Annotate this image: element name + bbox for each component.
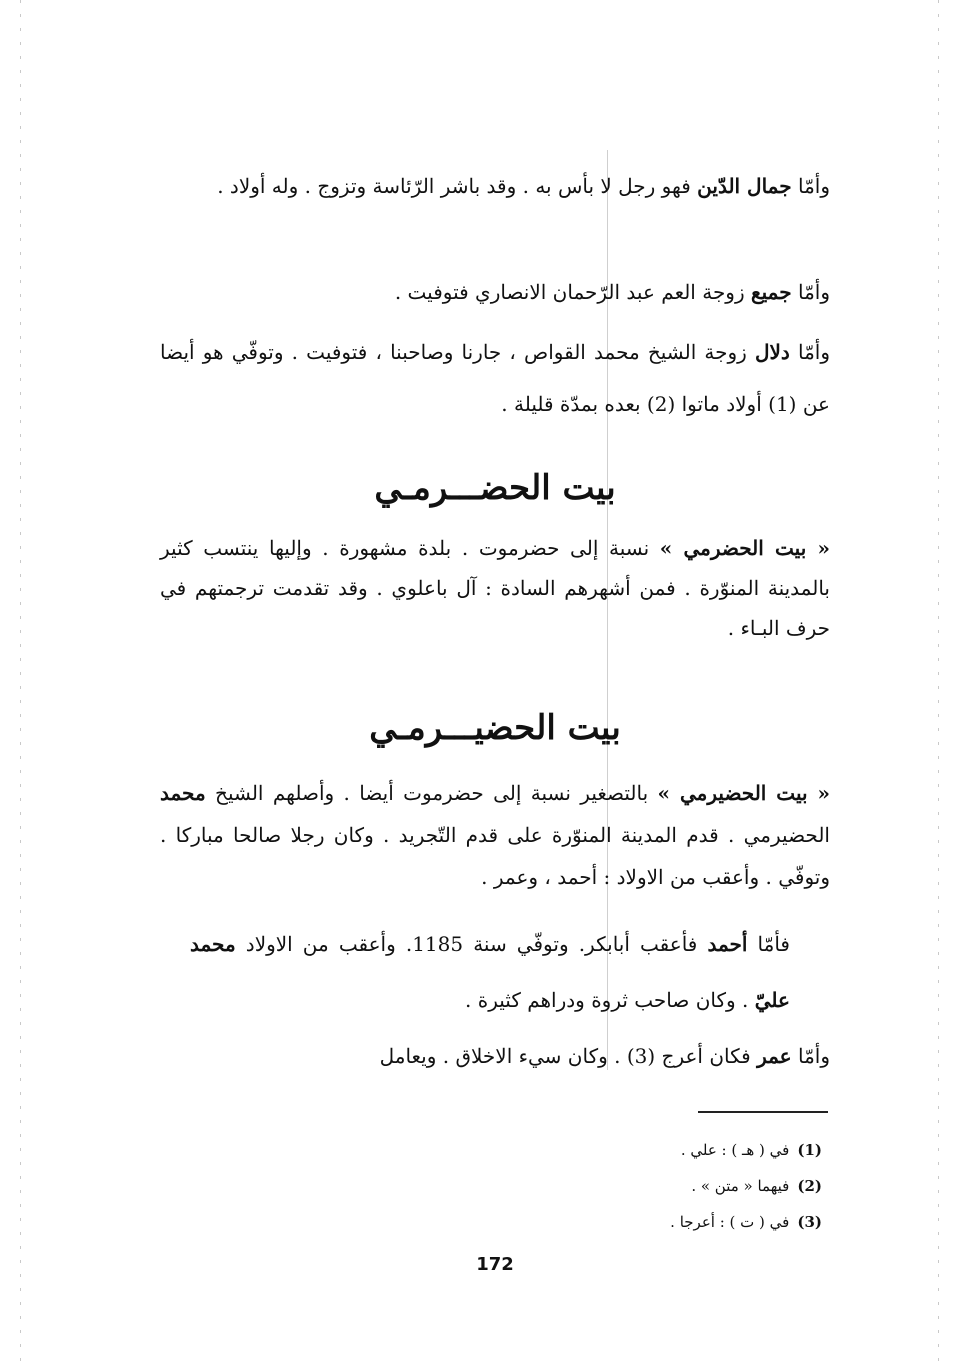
para-text: بالتصغير نسبة إلى حضرموت أيضا . وأصلهم الشيخ — [215, 781, 649, 805]
footnote-1 — [560, 1132, 822, 1168]
footnote-separator — [698, 1111, 828, 1113]
family-name: « بيت الحضرمي » — [659, 536, 831, 560]
scan-edge-right — [938, 0, 939, 1363]
paragraph-bayt-alhudayrami — [160, 772, 830, 898]
paragraph-umar — [160, 1030, 830, 1082]
para-lead: وأمّا — [797, 280, 830, 304]
paragraph-dalal — [160, 326, 830, 430]
para-text: فهو رجل لا بأس به . وقد باشر الرّئاسة وتزوج . وله أولاد . — [217, 174, 691, 198]
heading-bayt-alhudayrami: بيت الحضيـــرمـي — [369, 708, 621, 748]
family-name: « بيت الحضيرمي » — [657, 781, 830, 805]
para-lead: وأمّا — [797, 174, 830, 198]
paragraph-jami — [160, 266, 830, 318]
person-name: محمد — [160, 781, 206, 805]
para-lead: وأمّا — [797, 340, 831, 364]
footnote-2 — [560, 1168, 822, 1204]
para-lead: فأمّا — [757, 932, 790, 956]
para-lead: وأمّا — [797, 1044, 830, 1068]
para-text: فكان أعرج (3) . وكان سيء الاخلاق . ويعامل — [379, 1044, 751, 1068]
paragraph-jamal-aldin — [160, 160, 830, 212]
para-text: نسبة إلى حضرموت . بلدة مشهورة . وإليها ينتسب كثير بالمدينة المنوّرة . فمن أشهرهم السادة : آل باعلوي . وقد تقدمت ترجمتهم في حرف البـاء . — [160, 536, 830, 640]
scan-edge-left — [20, 0, 21, 1363]
footnote-3 — [560, 1204, 822, 1240]
para-text: الحضيرمي . قدم المدينة المنوّرة على قدم التّجريد . وكان رجلا صالحا مباركا . وتوفّي . وأعقب من الاولاد : أحمد ، وعمر . — [160, 823, 830, 889]
para-text: . وكان صاحب ثروة ودراهم كثيرة . — [465, 988, 749, 1012]
page-number: 172 — [476, 1254, 514, 1275]
footnote-number: (3) — [797, 1213, 822, 1231]
person-name: جميع — [751, 280, 792, 304]
person-name: محمد عليّ — [190, 932, 790, 1012]
para-text: زوجة العم عبد الرّحمان الانصاري فتوفيت . — [394, 280, 745, 304]
heading-bayt-alhadrami: بيت الحضـــرمـي — [374, 468, 616, 508]
footnote-number: (1) — [797, 1141, 822, 1159]
footnote-number: (2) — [797, 1177, 822, 1195]
person-name: عمر — [757, 1044, 792, 1068]
person-name: دلال — [754, 340, 790, 364]
person-name: أحمد — [707, 932, 748, 956]
paragraph-ahmad — [190, 916, 790, 1028]
footnote-text: فيهما « متن » . — [691, 1177, 790, 1195]
para-text: فأعقب أبابكر. وتوفّي سنة 1185. وأعقب من الاولاد — [245, 932, 698, 956]
footnotes — [560, 1132, 822, 1240]
paragraph-bayt-alhadrami — [160, 528, 830, 648]
footnote-text: في ( ت ) : أعرجا . — [670, 1213, 790, 1231]
footnote-text: في ( هـ ) : علي . — [680, 1141, 790, 1159]
para-text: زوجة الشيخ محمد القواص ، جارنا وصاحبنا ، فتوفيت . وتوفّي هو أيضا عن (1) أولاد ماتوا (2) بعده بمدّة قليلة . — [160, 340, 830, 416]
person-name: جمال الدّين — [697, 174, 792, 198]
